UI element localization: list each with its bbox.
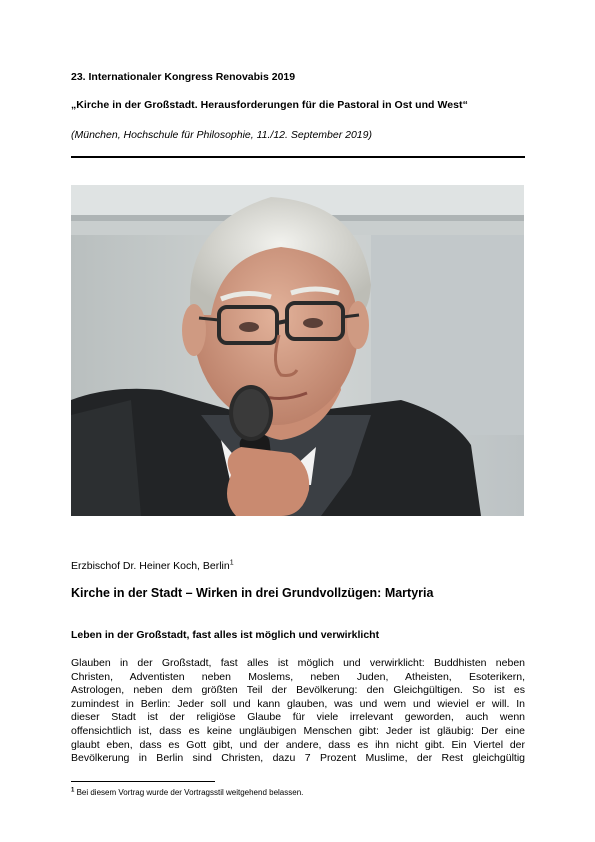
article-title: Kirche in der Stadt – Wirken in drei Grundvollzügen: Martyria	[71, 586, 434, 600]
section-heading: Leben in der Großstadt, fast alles ist möglich und verwirklicht	[71, 629, 380, 641]
footnote-reference[interactable]: 1	[229, 559, 234, 567]
body-paragraph	[71, 657, 525, 766]
speaker-photo	[71, 185, 524, 516]
congress-venue-date: (München, Hochschule für Philosophie, 11./12. September 2019)	[71, 129, 372, 141]
header-divider	[71, 156, 525, 158]
caption-text: Erzbischof Dr. Heiner Koch, Berlin	[71, 560, 230, 572]
body-line: dieser Stadt ist der religiöse Glaube für viele irrelevant geworden, auch wenn	[71, 711, 525, 724]
body-line: offensichtlich ist, dass es keine ungläubigen Menschen gibt: Jeder ist gläubig: Der eine	[71, 724, 525, 737]
body-line: zumindest in Berlin: Jeder soll und kann glauben, was und wem und wieviel er will. In	[71, 697, 525, 710]
photo-caption	[71, 560, 234, 572]
footnote-divider	[71, 781, 215, 782]
body-line: glaubt eben, dass es Gott gibt, und der andere, dass es ihn nicht gibt. Ein Viertel der	[71, 738, 525, 751]
body-line: Glauben in der Großstadt, fast alles ist möglich und verwirklicht: Buddhisten neben	[71, 657, 525, 669]
body-line: Bevölkerung in Berlin sind Christen, dazu 7 Prozent Muslime, der Rest gleichgültig	[71, 752, 525, 765]
congress-theme: „Kirche in der Großstadt. Herausforderungen für die Pastoral in Ost und West“	[71, 99, 468, 111]
footnote-mark: 1	[71, 787, 75, 794]
footnote	[71, 788, 303, 797]
footnote-text: Bei diesem Vortrag wurde der Vortragsstil weitgehend belassen.	[74, 788, 304, 797]
body-line: Astrologen, neben dem größten Teil der Bevölkerung: den Gleichgültigen. So ist es	[71, 684, 525, 697]
body-line: Christen, Adventisten neben Moslems, neben Juden, Atheisten, Esoterikern,	[71, 670, 525, 683]
congress-title: 23. Internationaler Kongress Renovabis 2019	[71, 71, 296, 83]
